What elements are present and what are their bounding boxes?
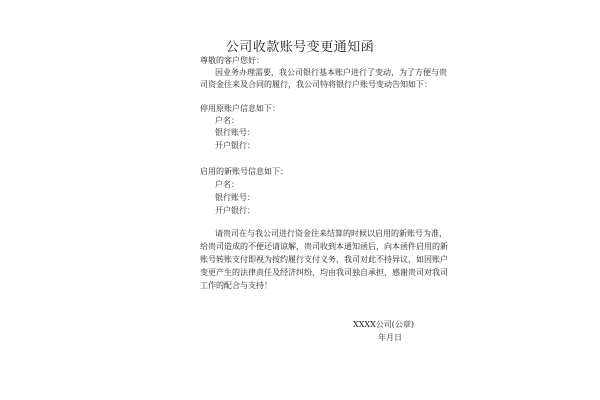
notice-line-3: 账号转账支付即视为按约履行支付义务，我司对此不持异议，如因账户 bbox=[200, 255, 448, 264]
document-title: 公司收款账号变更通知函 bbox=[225, 40, 375, 55]
greeting: 尊敬的客户您好： bbox=[200, 56, 264, 65]
new-account-heading: 启用的新账号信息如下： bbox=[200, 167, 288, 176]
intro-line-1: 因业务办理需要，我公司银行基本账户进行了变动，为了方便与贵 bbox=[215, 68, 447, 77]
notice-line-2: 给贵司造成的不便还请谅解，贵司收到本通知函后，向本函件启用的新 bbox=[200, 242, 448, 251]
signature-date: 年月日 bbox=[378, 333, 402, 342]
old-account-number-label: 银行账号： bbox=[215, 128, 255, 137]
new-account-bank-label: 开户银行： bbox=[215, 206, 255, 215]
signature-company: XXXX公司(公章) bbox=[353, 320, 415, 329]
old-account-name-label: 户名： bbox=[215, 116, 239, 125]
new-account-name-label: 户名： bbox=[215, 180, 239, 189]
notice-line-4: 变更产生的法律责任及经济纠纷，均由我司独自承担，感谢贵司对我司 bbox=[200, 268, 448, 277]
intro-line-2: 司资金往来及合同的履行，我公司特将银行户账号变动告知如下： bbox=[200, 80, 432, 89]
old-account-bank-label: 开户银行： bbox=[215, 141, 255, 150]
old-account-heading: 停用原账户信息如下： bbox=[200, 104, 280, 113]
notice-line-5: 工作的配合与支持！ bbox=[200, 281, 272, 290]
new-account-number-label: 银行账号： bbox=[215, 193, 255, 202]
notice-line-1: 请贵司在与我公司进行资金往来结算的时候以启用的新账号为准， bbox=[215, 229, 447, 238]
